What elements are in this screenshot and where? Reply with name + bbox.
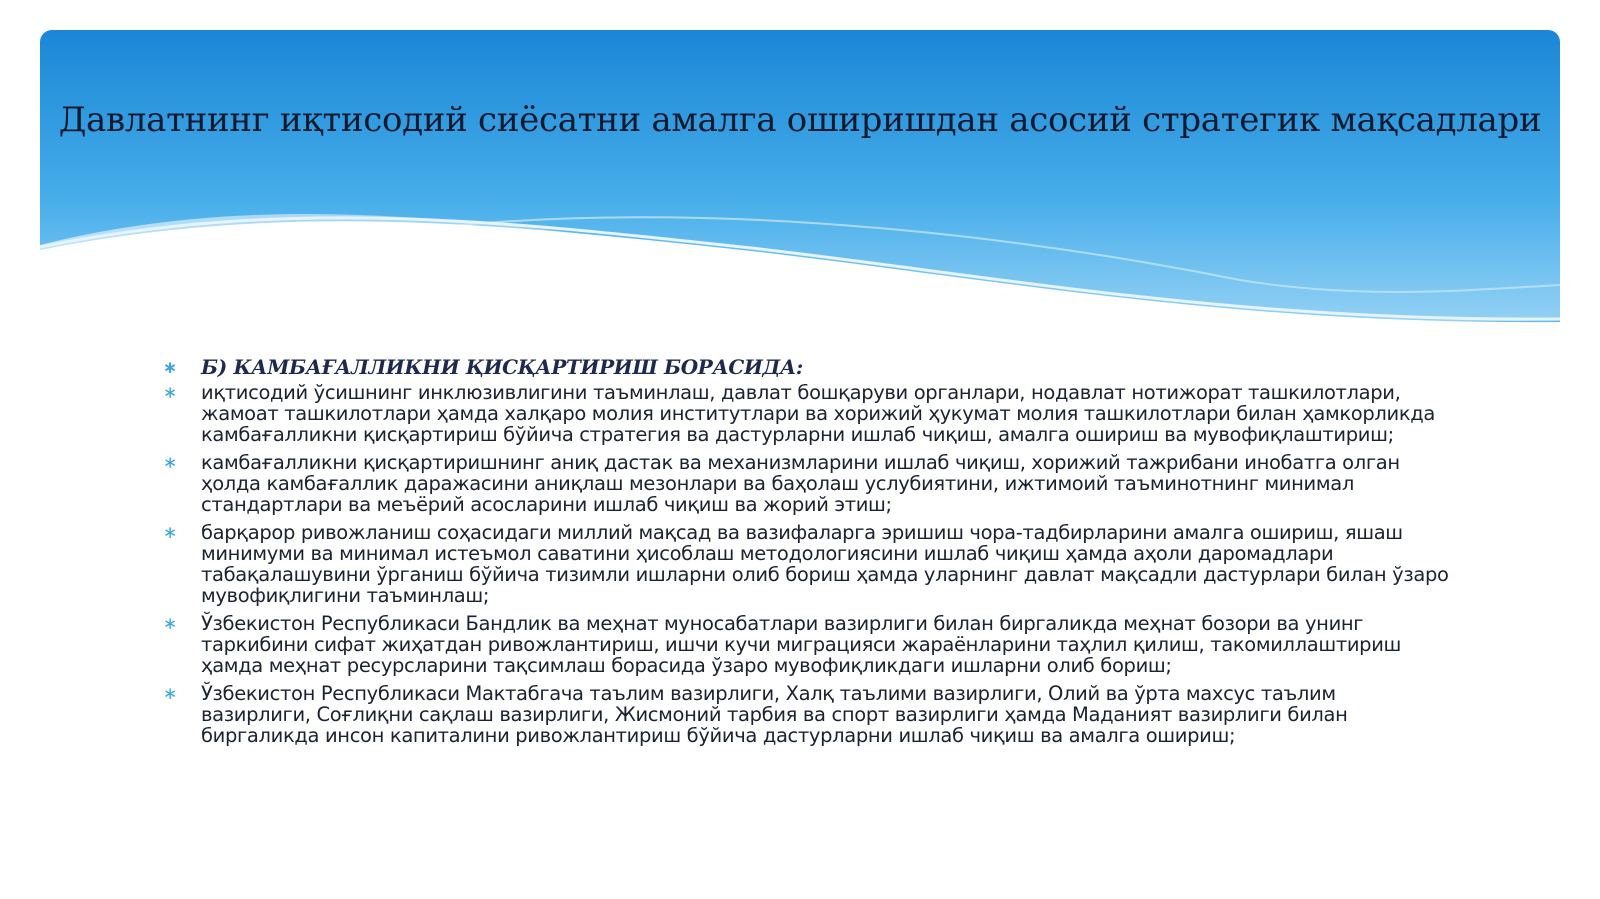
list-item-text: Ўзбекистон Республикаси Мактабгача таълим вазирлиги, Халқ таълими вазирлиги, Олий ва ўрта махсус таълим вазирлиги, Соғлиқни сақлаш вазирлиги, Жисмоний тарбия ва спорт вазирлиги ҳамда Маданият вазирлиги билан биргаликда инсон капиталини ривожлантириш бўйича дастурларни ишлаб чиқиш ва амалга ошириш; (201, 682, 1348, 747)
list-item (165, 613, 1450, 676)
list-item (165, 683, 1450, 746)
asterisk-icon: ∗ (163, 523, 177, 543)
list-item-text: камбағалликни қисқартиришнинг аниқ дастак ва механизмларини ишлаб чиқиш, хорижий тажрибани инобатга олган ҳолда камбағаллик даражасини аниқлаш мезонлари ва баҳолаш услубиятини, ижтимоий таъминотнинг минимал стандартлари ва меъёрий асосларини ишлаб чиқиш ва жорий этиш; (201, 451, 1400, 516)
slide-title: Давлатнинг иқтисодий сиёсатни амалга оширишдан асосий стратегик мақсадлари (58, 100, 1542, 140)
wave-background (40, 30, 1560, 340)
asterisk-icon: ∗ (163, 684, 177, 704)
asterisk-icon: ∗ (163, 358, 177, 378)
list-item-text: Ўзбекистон Республикаси Бандлик ва меҳнат муносабатлари вазирлиги билан биргаликда меҳнат бозори ва унинг таркибини сифат жиҳатдан ривожлантириш, ишчи кучи миграцияси жараёнларини таҳлил қилиш, такомиллаштириш ҳамда меҳнат ресурсларини тақсимлаш борасида ўзаро мувофиқликдаги ишларни олиб бориш; (201, 612, 1402, 677)
asterisk-icon: ∗ (163, 383, 177, 403)
asterisk-icon: ∗ (163, 453, 177, 473)
header-banner (40, 30, 1560, 340)
list-item-heading (165, 357, 1450, 378)
list-item-text: барқарор ривожланиш соҳасидаги миллий мақсад ва вазифаларга эришиш чора-тадбирларини амалга ошириш, яшаш минимуми ва минимал истеъмол саватини ҳисоблаш методологиясини ишлаб чиқиш ҳамда аҳоли даромадлари табақалашувини ўрганиш бўйича тизимли ишларни олиб бориш ҳамда уларнинг давлат мақсадли дастурлари билан ўзаро мувофиқлигини таъминлаш; (201, 521, 1449, 607)
section-heading: Б) КАМБАҒАЛЛИКНИ ҚИСҚАРТИРИШ БОРАСИДА: (201, 355, 803, 379)
list-item (165, 452, 1450, 515)
list-item-text: иқтисодий ўсишнинг инклюзивлигини таъминлаш, давлат бошқаруви органлари, нодавлат нотижорат ташкилотлари, жамоат ташкилотлари ҳамда халқаро молия институтлари ва хорижий ҳукумат молия ташкилотлари билан ҳамкорликда камбағалликни қисқартириш бўйича стратегия ва дастурларни ишлаб чиқиш, амалга ошириш ва мувофиқлаштириш; (201, 381, 1436, 446)
asterisk-icon: ∗ (163, 614, 177, 634)
slide-content (165, 357, 1450, 753)
list-item (165, 382, 1450, 445)
list-item (165, 522, 1450, 606)
bullet-list (165, 357, 1450, 746)
